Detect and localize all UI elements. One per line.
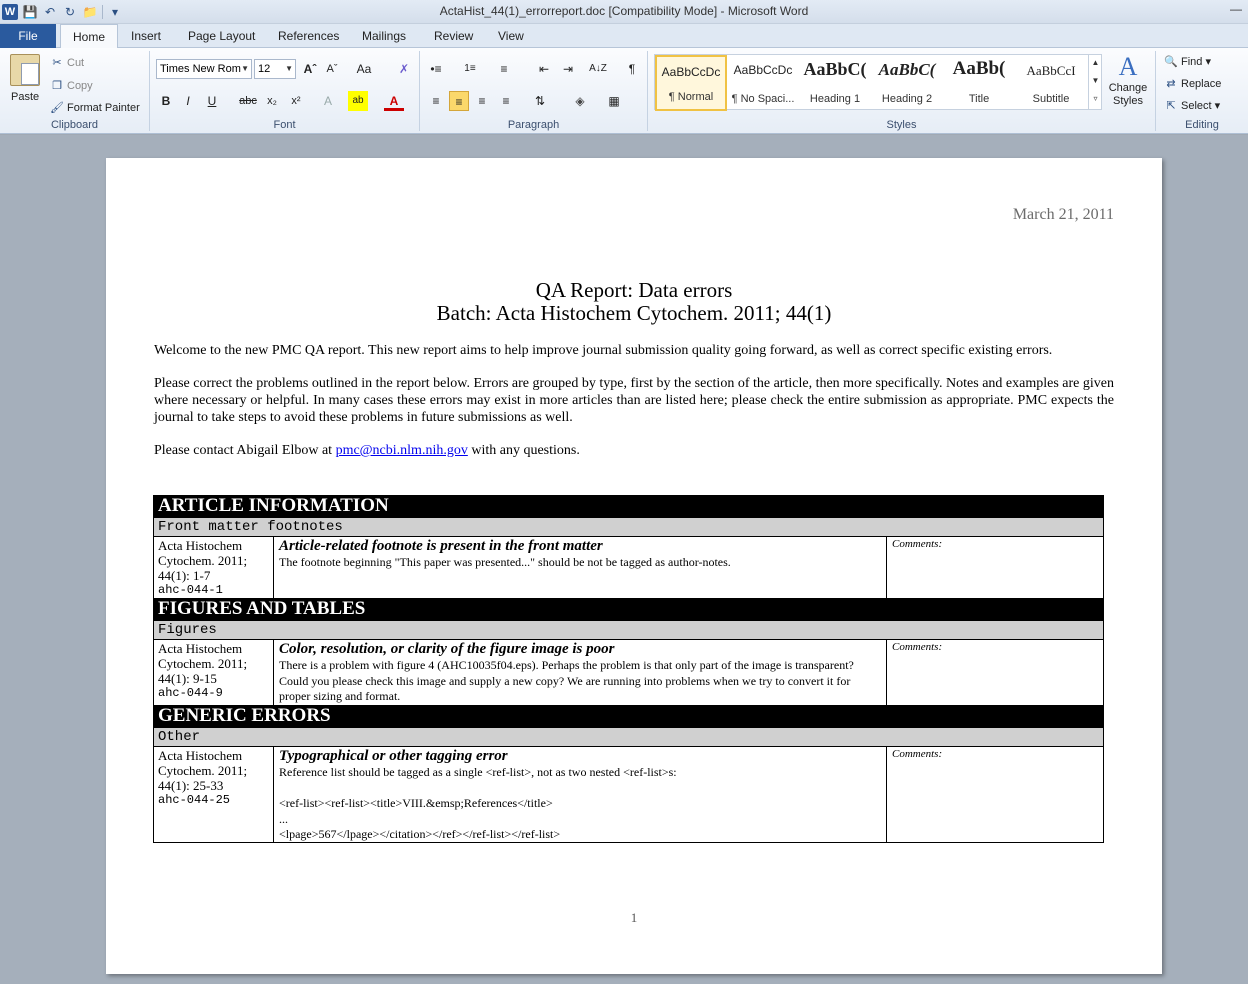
copy-icon: ❐: [52, 80, 62, 92]
style-name: ¶ Normal: [668, 91, 714, 103]
text-effects-icon[interactable]: A: [323, 94, 332, 108]
format-painter-button[interactable]: [50, 101, 140, 115]
comments-cell[interactable]: Comments:: [892, 748, 943, 760]
brush-icon: 🖌: [50, 102, 64, 114]
section-article-information: ARTICLE INFORMATION: [153, 495, 1104, 517]
tab-review[interactable]: Review: [434, 29, 474, 43]
subscript-icon[interactable]: x₂: [267, 95, 277, 107]
style-name: Heading 1: [809, 93, 861, 105]
scissors-icon: ✂: [52, 57, 62, 69]
tab-page-layout[interactable]: Page Layout: [188, 29, 256, 43]
shading-icon[interactable]: ◈: [575, 94, 585, 108]
style-title[interactable]: [943, 55, 1015, 111]
change-case-icon[interactable]: Aa: [356, 62, 372, 76]
font-name-value: Times New Rom: [160, 63, 241, 75]
section-figures-and-tables: FIGURES AND TABLES: [153, 598, 1104, 620]
article-id: ahc-044-1: [158, 583, 223, 597]
strikethrough-icon[interactable]: abc: [239, 95, 257, 107]
document-page[interactable]: [106, 158, 1162, 974]
table-row: [153, 537, 1104, 599]
clear-formatting-icon[interactable]: ✗: [398, 62, 410, 76]
paragraph-group-label: Paragraph: [507, 119, 560, 131]
style-name: Heading 2: [881, 93, 933, 105]
article-citation: Acta Histochem Cytochem. 2011; 44(1): 9-15: [158, 641, 248, 686]
paragraph-group: [420, 51, 648, 131]
bullets-icon[interactable]: •≡: [430, 62, 442, 76]
minimize-icon[interactable]: —: [1230, 2, 1242, 16]
style-sample: AaBbC(: [803, 59, 867, 79]
issue-description-line: <ref-list><ref-list><title>VIII.&emsp;References</title>: [279, 796, 553, 810]
replace-icon: ⇄: [1166, 78, 1176, 90]
redo-icon[interactable]: ↻: [64, 5, 76, 19]
cut-button[interactable]: [50, 56, 84, 70]
report-batch-title: Batch: Acta Histochem Cytochem. 2011; 44(1): [436, 301, 832, 325]
style-sample: AaBbCcDc: [733, 63, 793, 77]
paste-icon[interactable]: [10, 54, 40, 86]
multilevel-list-icon[interactable]: ≡: [500, 62, 508, 76]
change-styles-label: Change Styles: [1108, 82, 1148, 107]
styles-gallery: [654, 54, 1102, 110]
style-name: ¶ No Spaci...: [731, 93, 795, 105]
tab-file[interactable]: File: [0, 24, 56, 48]
issue-cell: [274, 747, 887, 842]
article-citation: Acta Histochem Cytochem. 2011; 44(1): 1-7: [158, 538, 248, 583]
section-generic-errors: GENERIC ERRORS: [153, 705, 1104, 727]
replace-label: Replace: [1181, 78, 1222, 90]
select-button[interactable]: ⇱ Select ▾: [1164, 99, 1220, 113]
clipboard-group-label: Clipboard: [50, 119, 99, 131]
issue-description: There is a problem with figure 4 (AHC10035f04.eps). Perhaps the problem is that only part of the image is transparent? Could you please check this image and supply a new copy? We are running into problems when we try to convert it for proper sizing and format.: [279, 658, 854, 703]
subsection-front-matter: Front matter footnotes: [153, 517, 1104, 537]
subsection-figures: Figures: [153, 620, 1104, 640]
justify-icon[interactable]: ≡: [502, 94, 510, 108]
ribbon: [0, 48, 1248, 134]
bold-icon[interactable]: B: [161, 94, 171, 108]
chevron-down-icon: ▼: [241, 64, 249, 73]
chevron-down-icon: ▼: [285, 64, 293, 73]
tab-insert[interactable]: Insert: [131, 29, 162, 43]
find-label: Find: [1181, 56, 1203, 68]
gallery-scroll[interactable]: ▲ ▼ ▿: [1088, 54, 1102, 110]
contact-paragraph: [154, 442, 1114, 459]
editing-group: [1156, 51, 1248, 131]
article-reference-cell: [154, 640, 274, 705]
issue-description-line: <lpage>567</lpage></citation></ref></ref-list></ref-list>: [279, 827, 561, 841]
find-button[interactable]: 🔍 Find ▾: [1164, 56, 1211, 68]
paste-button[interactable]: Paste: [11, 91, 40, 103]
copy-label: Copy: [67, 80, 93, 92]
style-name: Subtitle: [1032, 93, 1070, 105]
font-size-combo[interactable]: [254, 59, 296, 79]
font-name-combo[interactable]: [156, 59, 252, 79]
article-id: ahc-044-9: [158, 686, 223, 700]
issue-title: Typographical or other tagging error: [279, 748, 508, 764]
open-folder-icon[interactable]: 📁: [82, 5, 98, 19]
word-logo-icon[interactable]: W: [2, 4, 18, 20]
issue-description-line: [279, 781, 881, 797]
window-title: ActaHist_44(1)_errorreport.doc [Compatibility Mode] - Microsoft Word: [439, 4, 809, 18]
comments-cell[interactable]: Comments:: [892, 641, 943, 653]
copy-button[interactable]: [50, 79, 93, 93]
align-right-icon[interactable]: ≡: [478, 94, 486, 108]
style-normal[interactable]: [655, 55, 727, 111]
binoculars-icon: 🔍: [1164, 56, 1178, 68]
font-size-value: 12: [258, 63, 271, 75]
line-spacing-icon[interactable]: ⇅: [534, 94, 546, 108]
issue-cell: [274, 640, 887, 705]
cut-label: Cut: [67, 57, 85, 69]
subsection-other: Other: [153, 727, 1104, 747]
contact-prefix: Please contact Abigail Elbow at: [154, 443, 336, 458]
table-row: [153, 640, 1104, 706]
save-icon[interactable]: 💾: [22, 5, 38, 19]
cursor-icon: ⇱: [1166, 100, 1176, 112]
report-title: QA Report: Data errors: [535, 278, 733, 302]
tab-view[interactable]: View: [498, 29, 524, 43]
replace-button[interactable]: [1164, 77, 1221, 91]
style-heading-1[interactable]: [799, 55, 871, 111]
style-sample: AaBb(: [952, 58, 1006, 79]
contact-suffix: with any questions.: [467, 443, 580, 458]
issue-description-line: Reference list should be tagged as a single <ref-list>, not as two nested <ref-list>s:: [279, 765, 677, 779]
superscript-icon[interactable]: x²: [291, 95, 301, 107]
style-sample: AaBbCcDc: [661, 65, 721, 79]
increase-indent-icon[interactable]: ⇥: [562, 62, 574, 76]
editing-group-label: Editing: [1185, 119, 1219, 131]
ribbon-tabs: [0, 24, 1248, 48]
tab-references[interactable]: References: [278, 29, 340, 43]
align-left-icon[interactable]: ≡: [432, 94, 440, 108]
table-row: [153, 747, 1104, 843]
grow-font-icon[interactable]: Aˆ: [303, 62, 317, 76]
borders-icon[interactable]: ▦: [608, 94, 620, 108]
article-reference-cell: [154, 747, 274, 842]
report-date: March 21, 2011: [1012, 206, 1114, 223]
style-sample: AaBbC(: [878, 60, 936, 79]
underline-icon[interactable]: U: [207, 94, 217, 108]
issue-title: Color, resolution, or clarity of the figure image is poor: [279, 641, 615, 657]
clipboard-group: [0, 51, 150, 131]
comments-cell[interactable]: Comments:: [892, 538, 943, 550]
show-formatting-icon[interactable]: ¶: [628, 62, 636, 76]
intro-paragraph: Welcome to the new PMC QA report. This new report aims to help improve journal submission quality going forward, as well as correct specific existing errors.: [154, 343, 1053, 358]
issue-description-line: ...: [279, 811, 288, 826]
article-reference-cell: [154, 537, 274, 598]
numbering-icon[interactable]: 1≡: [464, 63, 476, 74]
sort-icon[interactable]: A↓Z: [589, 63, 607, 74]
style-heading-2[interactable]: [871, 55, 943, 111]
font-group: [150, 51, 420, 131]
decrease-indent-icon[interactable]: ⇤: [538, 62, 550, 76]
tab-home[interactable]: Home: [60, 24, 118, 49]
article-citation: Acta Histochem Cytochem. 2011; 44(1): 25-33: [158, 748, 248, 793]
change-styles-button[interactable]: [1108, 52, 1148, 108]
title-bar: [0, 0, 1248, 24]
issue-title: Article-related footnote is present in the front matter: [279, 538, 603, 554]
style-name: Title: [968, 93, 990, 105]
highlight-icon[interactable]: ab: [348, 91, 368, 111]
tab-mailings[interactable]: Mailings: [362, 29, 407, 43]
font-group-label: Font: [273, 119, 296, 131]
page-number: 1: [630, 910, 638, 925]
issue-cell: [274, 537, 887, 598]
select-label: Select: [1181, 100, 1212, 112]
style-no-spacing[interactable]: [727, 55, 799, 111]
align-center-icon[interactable]: ≡: [449, 91, 469, 111]
customize-qat-icon[interactable]: ▾: [111, 5, 119, 19]
styles-group-label: Styles: [886, 119, 917, 131]
format-painter-label: Format Painter: [67, 102, 140, 114]
undo-icon[interactable]: ↶: [44, 5, 56, 19]
font-color-icon[interactable]: A: [384, 91, 404, 111]
change-styles-icon: A: [1118, 52, 1138, 81]
style-subtitle[interactable]: [1015, 55, 1087, 111]
contact-email-link[interactable]: pmc@ncbi.nlm.nih.gov: [335, 443, 468, 458]
style-sample: AaBbCcI: [1026, 63, 1076, 78]
article-id: ahc-044-25: [158, 793, 231, 807]
instructions-paragraph: Please correct the problems outlined in the report below. Errors are grouped by type, first by the section of the article, then more specifically. Notes and examples are given where necessary or helpful. In many cases these errors may exist in more articles than are listed here; please check the entire submission as appropriate. PMC expects the journal to take steps to avoid these problems in future submissions as well.: [154, 376, 1114, 425]
issue-description: The footnote beginning "This paper was presented..." should be not be tagged as author-notes.: [279, 555, 731, 569]
italic-icon[interactable]: I: [186, 94, 190, 108]
shrink-font-icon[interactable]: Aˇ: [326, 63, 338, 75]
